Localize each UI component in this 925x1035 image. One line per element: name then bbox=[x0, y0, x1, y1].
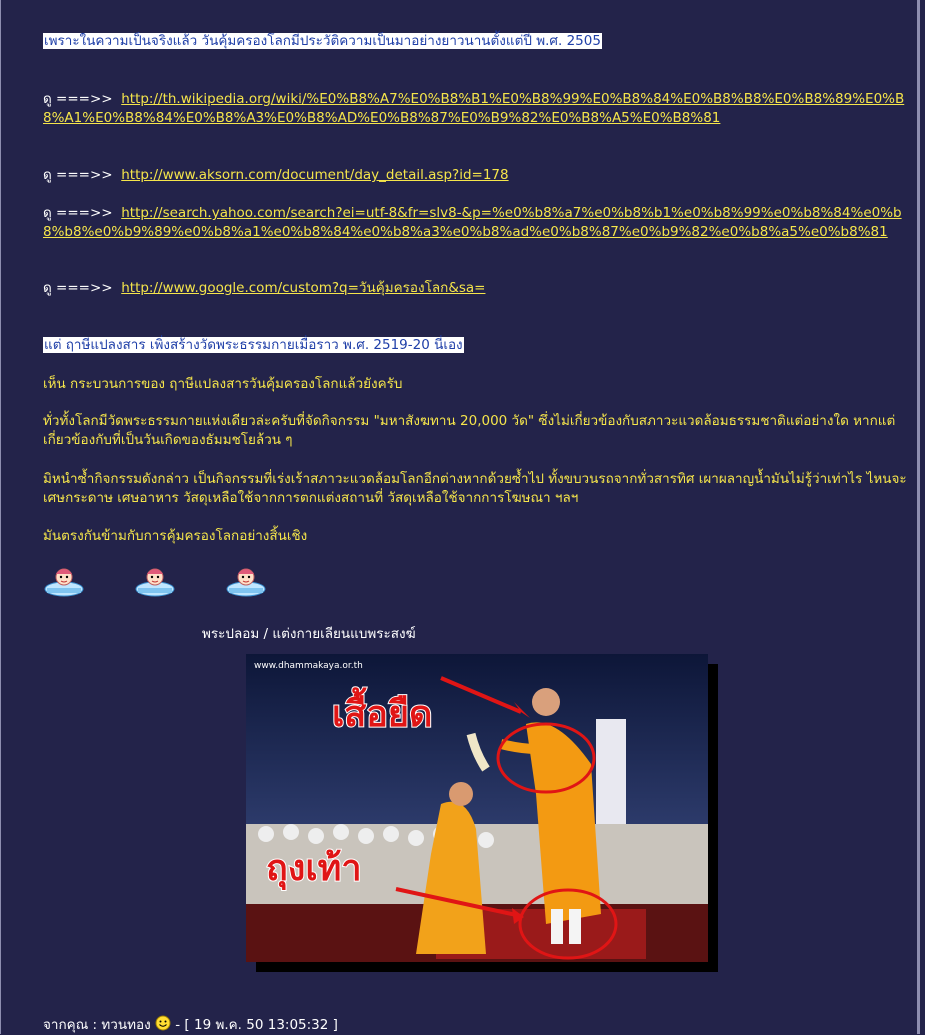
google-link[interactable]: http://www.google.com/custom?q=วันคุ้มครองโลก&sa= bbox=[121, 280, 486, 296]
aksorn-link[interactable]: http://www.aksorn.com/document/day_detail.asp?id=178 bbox=[121, 167, 509, 183]
link-row-4 bbox=[43, 279, 485, 298]
footer-prefix: จากคุณ : bbox=[43, 1017, 98, 1033]
paragraph-1: เห็น กระบวนการของ ฤาษีแปลงสารวันคุ้มครองโลกแล้วยังครับ bbox=[43, 376, 403, 392]
temple-line bbox=[43, 336, 464, 355]
intro-line bbox=[43, 32, 602, 51]
author-name[interactable]: ทวนทอง bbox=[101, 1017, 151, 1033]
paragraph-3: มิหนำซ้ำกิจกรรมดังกล่าว เป็นกิจกรรมที่เร่งเร้าสภาวะแวดล้อมโลกอีกต่างหากด้วยซ้ำไป ทั้งขบวนรถจากทั่วสารทิศ เผาผลาญน้ำมันไม่รู้ว่าเท่าไร ไหนจะเศษกระดาษ เศษอาหาร วัสดุเหลือใช้จากการตกแต่งสถานที่ วัสดุเหลือใช้จากการโฆษณา ฯลฯ bbox=[43, 471, 907, 506]
highlighted-text: แต่ ฤาษีแปลงสาร เพิ่งสร้างวัดพระธรรมกายเมื่อราว พ.ศ. 2519-20 นี่เอง bbox=[44, 337, 463, 353]
smiley-icon bbox=[155, 1015, 171, 1031]
wikipedia-link[interactable]: http://th.wikipedia.org/wiki/%E0%B8%A7%E0%B8%B1%E0%B8%99%E0%B8%84%E0%B8%B8%E0%B8%89%E0%B8%A1%E0%B8%84%E0%B8%A3%E0%B8%AD%E0%B8%87%E0%B9%82%E0%B8%A5%E0%B8%81 bbox=[43, 91, 905, 126]
bath-emoticon-icon bbox=[43, 562, 85, 600]
photo-label-socks: ถุงเท้า bbox=[266, 848, 362, 889]
bath-emoticon-icon bbox=[134, 562, 176, 600]
yahoo-link[interactable]: http://search.yahoo.com/search?ei=utf-8&fr=slv8-&p=%e0%b8%a7%e0%b8%b1%e0%b8%99%e0%b8%84%e0%b8%b8%e0%b9%89%e0%b8%a1%e0%b8%84%e0%b8%a3%e0%b8%ad%e0%b8%87%e0%b9%82%e0%b8%a5%e0%b8%81 bbox=[43, 205, 902, 240]
paragraph-2: ทั่วทั้งโลกมีวัดพระธรรมกายแห่งเดียวล่ะครับที่จัดกิจกรรม "มหาสังฆทาน 20,000 วัด" ซึ่งไม่เกี่ยวข้องกับสภาวะแวดล้อมธรรมชาติแต่อย่างใด หากแต่เกี่ยวข้องกับที่เป็นวันเกิดของธัมมชโยล้วน ๆ bbox=[43, 413, 896, 448]
photo-watermark: www.dhammakaya.or.th bbox=[254, 661, 363, 671]
photo-caption: พระปลอม / แต่งกายเลียนแบพระสงฆ์ bbox=[202, 626, 416, 642]
monk-photo bbox=[246, 654, 708, 962]
arrow-label: ดู ===>> bbox=[43, 205, 113, 221]
post-footer bbox=[43, 1013, 338, 1035]
bath-emoticon-icon bbox=[225, 562, 267, 600]
link-row-1 bbox=[43, 90, 908, 128]
paragraph-4: มันตรงกันข้ามกับการคุ้มครองโลกอย่างสิ้นเชิง bbox=[43, 528, 308, 544]
post-date: - [ 19 พ.ค. 50 13:05:32 ] bbox=[175, 1017, 338, 1033]
photo-illustration bbox=[246, 654, 708, 962]
arrow-label: ดู ===>> bbox=[43, 167, 113, 183]
link-row-2 bbox=[43, 166, 509, 185]
arrow-label: ดู ===>> bbox=[43, 91, 113, 107]
arrow-label: ดู ===>> bbox=[43, 280, 113, 296]
link-row-3 bbox=[43, 204, 908, 242]
photo-label-shirt: เสื้อยืด bbox=[332, 694, 433, 735]
highlighted-text: เพราะในความเป็นจริงแล้ว วันคุ้มครองโลกมีประวัติความเป็นมาอย่างยาวนานตั้งแต่ปี พ.ศ. 2505 bbox=[44, 33, 601, 49]
